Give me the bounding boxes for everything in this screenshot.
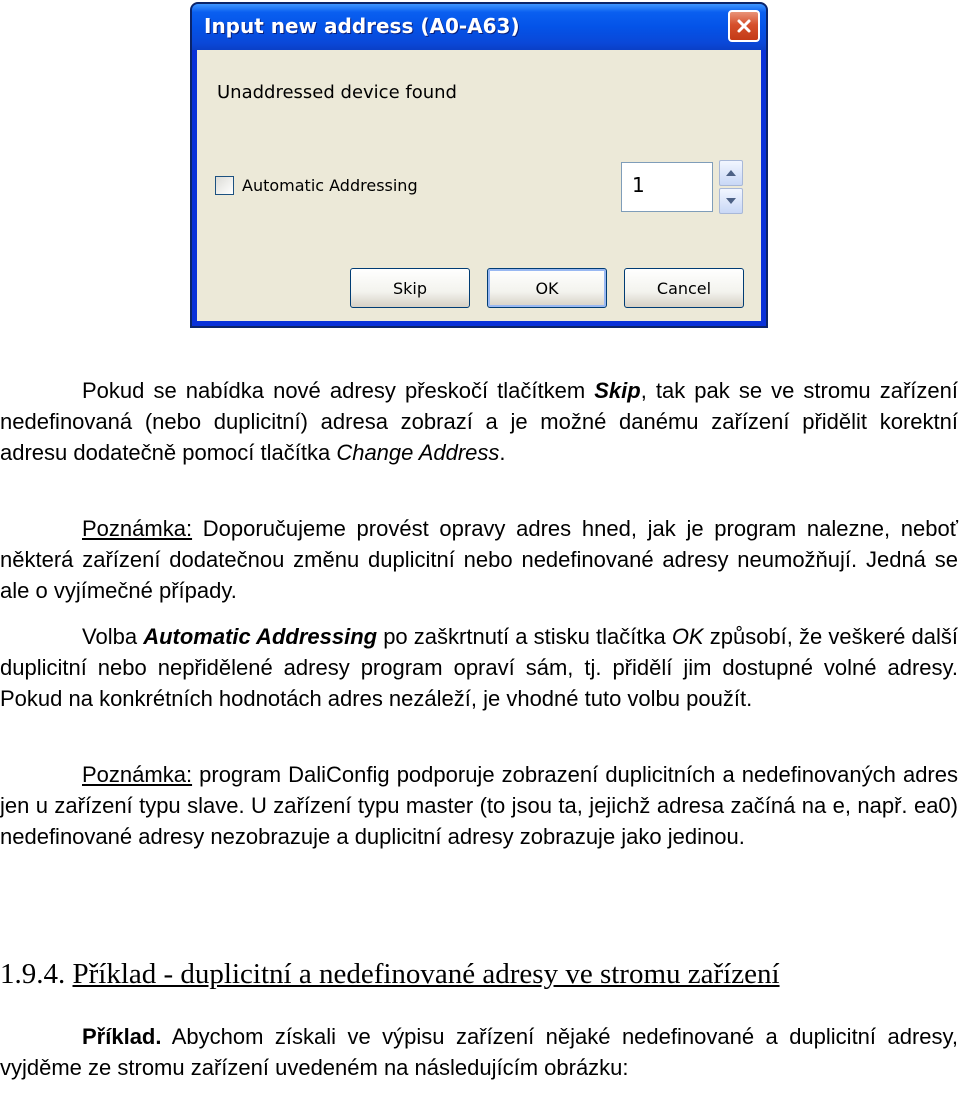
automatic-addressing-checkbox[interactable] (215, 176, 234, 195)
p1-text-a: Pokud se nabídka nové adresy přeskočí tlačítkem (82, 378, 595, 403)
p1-text-c: . (499, 440, 506, 465)
paragraph-note-1 (0, 513, 958, 606)
dialog-titlebar[interactable] (192, 4, 766, 50)
spin-up-button[interactable] (719, 160, 743, 186)
p4-text: program DaliConfig podporuje zobrazení duplicitních a nedefinovaných adres jen u zařízení typu slave. U zařízení typu master (to jsou ta, jejichž adresa začíná na e, např. ea0) nedefinované adresy nezobrazuje a duplicitní adresy zobrazuje jako jedinou. (0, 762, 958, 849)
p4-note-label: Poznámka: (82, 762, 193, 787)
p1-change-address: Change Address (336, 440, 500, 465)
address-spinner (719, 160, 743, 214)
p5-label: Příklad. (82, 1024, 162, 1049)
skip-button[interactable]: Skip (350, 268, 470, 308)
p1-text-b: , tak pak se ve stromu zařízení nedefinovaná (nebo duplicitní) adresa zobrazí a je možné danému zařízení přidělit korektní adresu dodatečně pomocí tlačítka (0, 378, 958, 465)
cancel-button[interactable]: Cancel (624, 268, 744, 308)
p2-note-label: Poznámka: (82, 516, 193, 541)
p5-text: Abychom získali ve výpisu zařízení nějaké nedefinované a duplicitní adresy, vyjděme ze stromu zařízení uvedeném na následujícím obrázku: (0, 1024, 958, 1080)
paragraph-note-2 (0, 759, 958, 852)
paragraph-skip (0, 375, 958, 468)
section-title: Příklad - duplicitní a nedefinované adresy ve stromu zařízení (72, 958, 780, 990)
dialog-body (197, 50, 761, 321)
spin-down-icon (726, 198, 736, 204)
paragraph-automatic (0, 621, 958, 714)
p3-ok: OK (671, 624, 704, 649)
p3-text-a: Volba (82, 624, 144, 649)
section-heading (0, 956, 780, 992)
section-number: 1.9.4. (0, 958, 66, 990)
address-input[interactable]: 1 (621, 162, 713, 212)
p3-text-b: po zaškrtnutí a stisku tlačítka (377, 624, 672, 649)
p3-automatic-addressing: Automatic Addressing (143, 624, 378, 649)
paragraph-example (0, 1021, 958, 1083)
close-icon (736, 18, 752, 34)
automatic-addressing-row[interactable] (215, 176, 418, 195)
p1-skip: Skip (594, 378, 641, 403)
input-address-dialog (190, 2, 768, 328)
ok-button[interactable]: OK (487, 268, 607, 308)
p2-text: Doporučujeme provést opravy adres hned, jak je program nalezne, neboť některá zařízení dodatečnou změnu duplicitní nebo nedefinované adresy neumožňují. Jedná se ale o vyjímečné případy. (0, 516, 958, 603)
dialog-heading: Unaddressed device found (217, 82, 457, 103)
automatic-addressing-label[interactable]: Automatic Addressing (242, 176, 418, 195)
spin-up-icon (726, 170, 736, 176)
close-button[interactable] (728, 10, 760, 42)
dialog-title: Input new address (A0-A63) (204, 14, 520, 38)
p3-text-c: způsobí, že veškeré další duplicitní nebo nepřidělené adresy program opraví sám, tj. přidělí jim dostupné volné adresy. Pokud na konkrétních hodnotách adres nezáleží, je vhodné tuto volbu použít. (0, 624, 958, 711)
spin-down-button[interactable] (719, 188, 743, 214)
